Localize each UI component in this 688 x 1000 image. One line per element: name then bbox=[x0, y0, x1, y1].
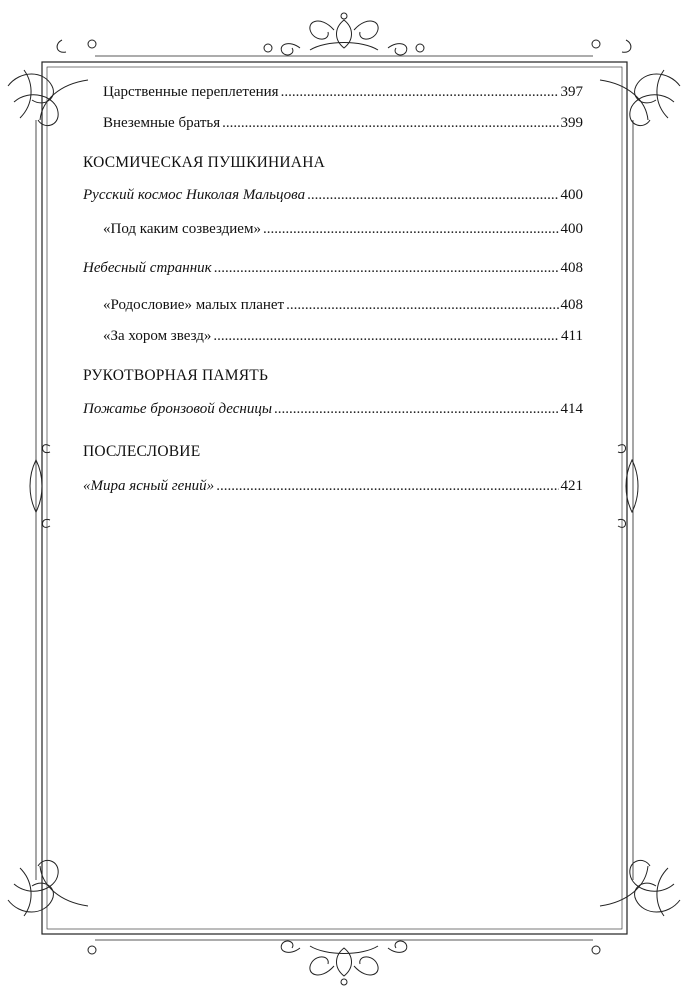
toc-entry-page: 399 bbox=[560, 115, 583, 131]
toc-leader-dots bbox=[216, 477, 558, 495]
toc-leader-dots bbox=[281, 83, 559, 101]
toc-entry-page: 408 bbox=[560, 260, 583, 276]
toc-leader-dots bbox=[307, 186, 558, 204]
bottom-right-corner-flourish bbox=[592, 860, 680, 954]
toc-entry-title: «Под каким созвездием» bbox=[103, 221, 261, 237]
toc-entry-title: «Мира ясный гений» bbox=[83, 478, 215, 494]
section-heading-afterword: ПОСЛЕСЛОВИЕ bbox=[83, 443, 201, 460]
top-left-corner-flourish bbox=[8, 40, 96, 126]
toc-entry-title: «За хором звезд» bbox=[103, 328, 212, 344]
toc-entry[interactable] bbox=[83, 400, 583, 418]
toc-leader-dots bbox=[213, 327, 559, 345]
toc-entry-title: Внеземные братья bbox=[103, 115, 221, 131]
right-side-flourish bbox=[618, 445, 638, 528]
toc-leader-dots bbox=[263, 220, 559, 238]
section-heading-memory: РУКОТВОРНАЯ ПАМЯТЬ bbox=[83, 367, 269, 384]
toc-entry-page: 421 bbox=[560, 478, 583, 494]
toc-leader-dots bbox=[214, 259, 559, 277]
section-heading-cosmic: КОСМИЧЕСКАЯ ПУШКИНИАНА bbox=[83, 154, 325, 171]
top-center-flourish bbox=[264, 13, 424, 55]
toc-entry[interactable] bbox=[83, 259, 583, 277]
toc-entry-title: «Родословие» малых планет bbox=[103, 297, 285, 313]
toc-entry[interactable] bbox=[103, 296, 583, 314]
toc-entry[interactable] bbox=[103, 220, 583, 238]
bottom-left-corner-flourish bbox=[8, 860, 96, 954]
toc-entry[interactable] bbox=[83, 186, 583, 204]
toc-entry-title: Царственные переплетения bbox=[103, 84, 279, 100]
toc-entry-page: 400 bbox=[560, 221, 583, 237]
toc-entry-page: 397 bbox=[560, 84, 583, 100]
top-right-corner-flourish bbox=[592, 40, 680, 126]
toc-entry[interactable] bbox=[103, 114, 583, 132]
toc-entry[interactable] bbox=[103, 83, 583, 101]
toc-entry-page: 414 bbox=[560, 401, 583, 417]
toc-leader-dots bbox=[274, 400, 559, 418]
toc-leader-dots bbox=[286, 296, 558, 314]
toc-entry-title: Русский космос Николая Мальцова bbox=[83, 187, 306, 203]
toc-entry-page: 400 bbox=[560, 187, 583, 203]
toc-entry-title: Небесный странник bbox=[83, 260, 212, 276]
toc-entry[interactable] bbox=[103, 327, 583, 345]
toc-entry[interactable] bbox=[83, 477, 583, 495]
toc-entry-page: 411 bbox=[561, 328, 583, 344]
toc-entry-page: 408 bbox=[560, 297, 583, 313]
bottom-center-flourish bbox=[281, 941, 407, 985]
toc-entry-title: Пожатье бронзовой десницы bbox=[83, 401, 272, 417]
toc-leader-dots bbox=[222, 114, 558, 132]
